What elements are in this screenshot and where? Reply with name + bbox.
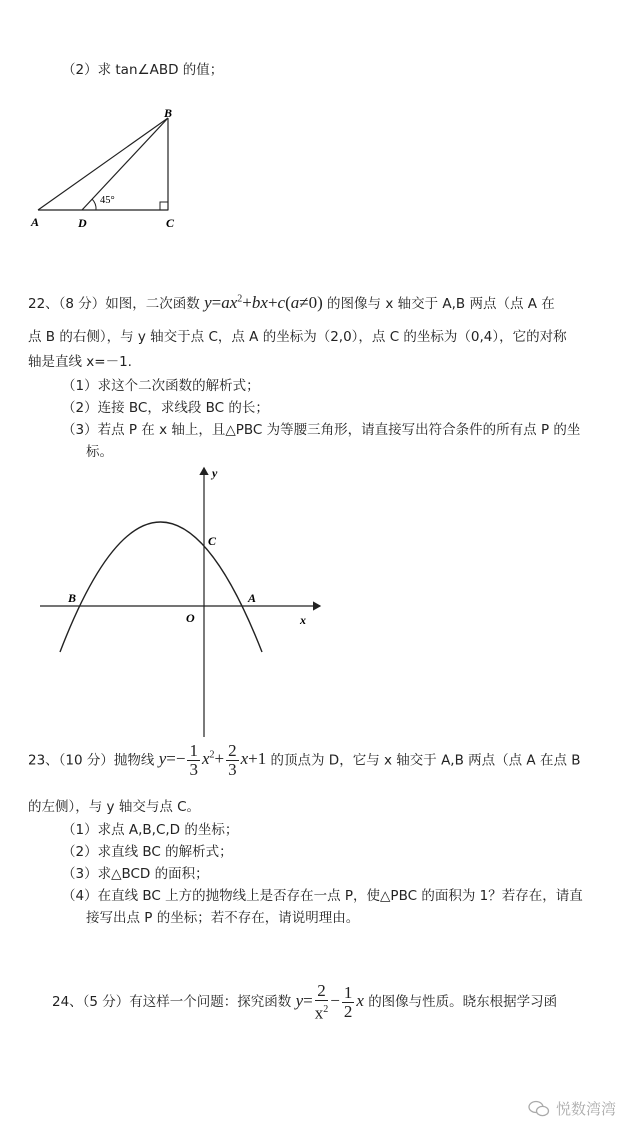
- q22-heading-text-b: 的图像与 x 轴交于 A,B 两点（点 A 在: [327, 296, 555, 312]
- q22-label-B: B: [68, 591, 77, 605]
- q23-formula: y=− $\frac{1}{3}$ $x^2+$ $\frac{2}{3}$ x+1: [158, 741, 267, 779]
- watermark-text: 悦数湾湾: [555, 1100, 616, 1118]
- q21-angle-label: 45°: [100, 195, 115, 206]
- q21-triangle-figure: [20, 100, 190, 235]
- q21-label-D: D: [78, 216, 87, 230]
- q23-line2: 的左侧），与 y 轴交与点 C。: [28, 799, 201, 815]
- watermark: [528, 1098, 616, 1119]
- q22-heading-text: 22、（8 分）如图，二次函数: [28, 296, 200, 312]
- q21-label-A: A: [31, 215, 40, 229]
- wechat-icon: [528, 1100, 550, 1118]
- q22-axis-y-label: y: [212, 466, 218, 480]
- q23-heading-text-b: 的顶点为 D，它与 x 轴交于 A,B 两点（点 A 在点 B: [270, 752, 581, 769]
- q22-axis-x-label: x: [300, 613, 306, 627]
- q23-part4b: 接写出点 P 的坐标；若不存在，请说明理由。: [86, 910, 360, 926]
- q21-label-C: C: [166, 216, 175, 230]
- q21-part2: （2）求 tan∠ABD 的值；: [62, 62, 224, 78]
- q22-part3b: 标。: [86, 444, 113, 460]
- q22-parabola-figure: [30, 462, 330, 742]
- q24-heading-text-b: 的图像与性质。晓东根据学习函: [368, 994, 558, 1011]
- q23-part2: （2）求直线 BC 的解析式；: [62, 844, 233, 860]
- q23-part1: （1）求点 A,B,C,D 的坐标；: [62, 822, 239, 838]
- q22-part3a: （3）若点 P 在 x 轴上，且△PBC 为等腰三角形，请直接写出符合条件的所有点 P 的坐: [62, 422, 581, 438]
- q22-heading: [28, 292, 555, 313]
- q23-heading: [28, 742, 581, 779]
- q24-heading: [52, 982, 557, 1023]
- q22-line3: 轴是直线 x=－1.: [28, 354, 132, 370]
- q23-part3: （3）求△BCD 的面积；: [62, 866, 209, 882]
- q22-formula: $y=ax^2+bx+c(a\ne 0)$: [204, 293, 323, 312]
- q22-part2: （2）连接 BC，求线段 BC 的长；: [62, 400, 269, 416]
- q22-label-A: A: [248, 591, 257, 605]
- q23-part4a: （4）在直线 BC 上方的抛物线上是否存在一点 P，使△PBC 的面积为 1？若存在，请直: [62, 888, 583, 904]
- q21-label-B: B: [164, 106, 173, 120]
- q22-line2: 点 B 的右侧），与 y 轴交于点 C，点 A 的坐标为（2,0），点 C 的坐标为（0,4），它的对称: [28, 329, 567, 345]
- q24-heading-text: 24、（5 分）有这样一个问题：探究函数: [52, 994, 292, 1011]
- q22-label-C: C: [208, 534, 217, 548]
- q24-formula: y= $\frac{2}{x^2}$ − $\frac{1}{2}$ x: [295, 981, 364, 1023]
- q22-part1: （1）求这个二次函数的解析式；: [62, 378, 260, 394]
- q22-label-O: O: [186, 611, 195, 625]
- q23-heading-text: 23、（10 分）抛物线: [28, 752, 155, 769]
